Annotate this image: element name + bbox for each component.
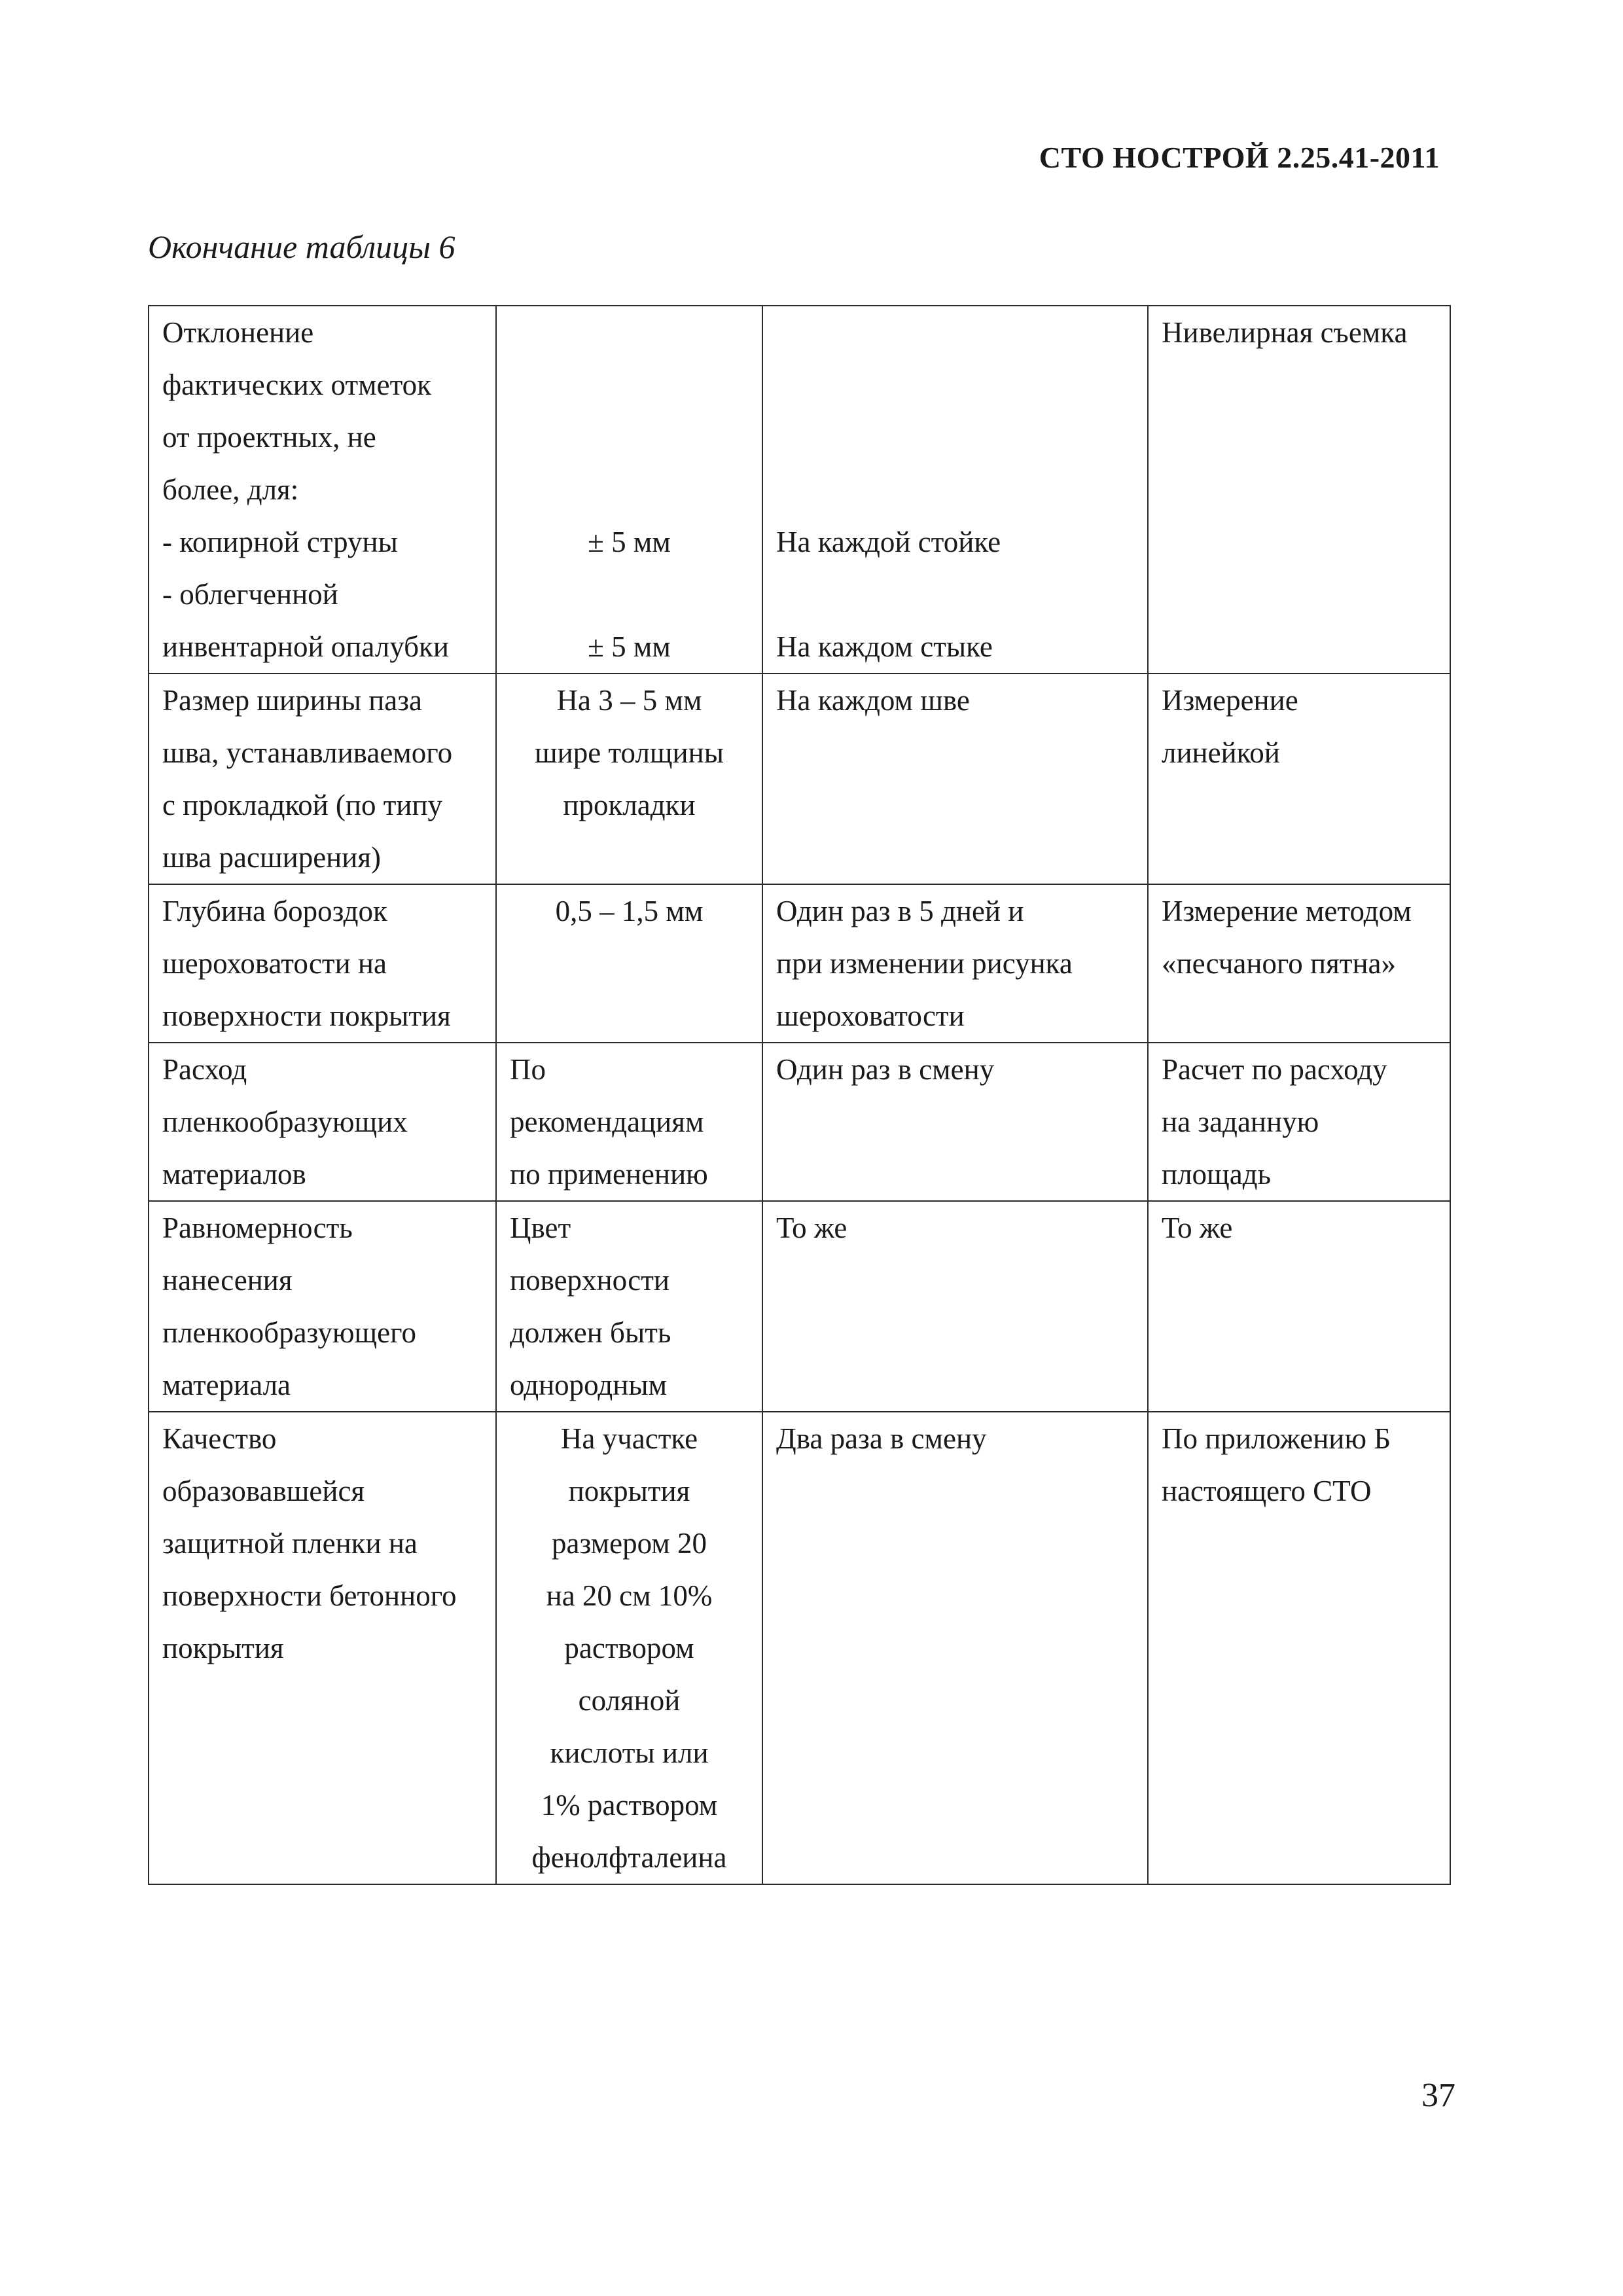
table-row [149,1043,1450,1201]
table-cell-value: По рекомендациям по применению [496,1043,762,1201]
table-cell-frequency: То же [762,1201,1148,1412]
table-cell-parameter: Отклонение фактических отметок от проектных, не более, для: - копирной струны - облегченной инвентарной опалубки [149,306,496,673]
table-cell-method: По приложению Б настоящего СТО [1148,1412,1450,1884]
table-cell-frequency: Один раз в 5 дней и при изменении рисунка шероховатости [762,884,1148,1043]
table-cell-frequency: На каждом шве [762,673,1148,884]
table-row [149,1412,1450,1884]
table-row [149,884,1450,1043]
table-cell-value: 0,5 – 1,5 мм [496,884,762,1043]
table-cell-method: То же [1148,1201,1450,1412]
table-cell-frequency: Два раза в смену [762,1412,1148,1884]
table-cell-method: Измерение линейкой [1148,673,1450,884]
table-row [149,673,1450,884]
table-cell-value: Цвет поверхности должен быть однородным [496,1201,762,1412]
page-number: 37 [1421,2077,1455,2114]
table-cell-parameter: Равномерность нанесения пленкообразующего материала [149,1201,496,1412]
table-cell-value: На 3 – 5 мм шире толщины прокладки [496,673,762,884]
table-cell-method: Расчет по расходу на заданную площадь [1148,1043,1450,1201]
control-table [148,305,1451,1885]
table-cell-parameter: Качество образовавшейся защитной пленки на поверхности бетонного покрытия [149,1412,496,1884]
table-row [149,1201,1450,1412]
table-cell-frequency: На каждой стойке На каждом стыке [762,306,1148,673]
table-cell-parameter: Размер ширины паза шва, устанавливаемого с прокладкой (по типу шва расширения) [149,673,496,884]
table-cell-frequency: Один раз в смену [762,1043,1148,1201]
table-cell-value: ± 5 мм ± 5 мм [496,306,762,673]
document-code-header: СТО НОСТРОЙ 2.25.41-2011 [1039,141,1440,174]
table-cell-parameter: Расход пленкообразующих материалов [149,1043,496,1201]
table-cell-method: Нивелирная съемка [1148,306,1450,673]
table-caption: Окончание таблицы 6 [148,228,455,265]
table-cell-value: На участке покрытия размером 20 на 20 см 10% раствором соляной кислоты или 1% раствором фенолфталеина [496,1412,762,1884]
table-cell-parameter: Глубина бороздок шероховатости на поверхности покрытия [149,884,496,1043]
table-row [149,306,1450,673]
table-cell-method: Измерение методом «песчаного пятна» [1148,884,1450,1043]
